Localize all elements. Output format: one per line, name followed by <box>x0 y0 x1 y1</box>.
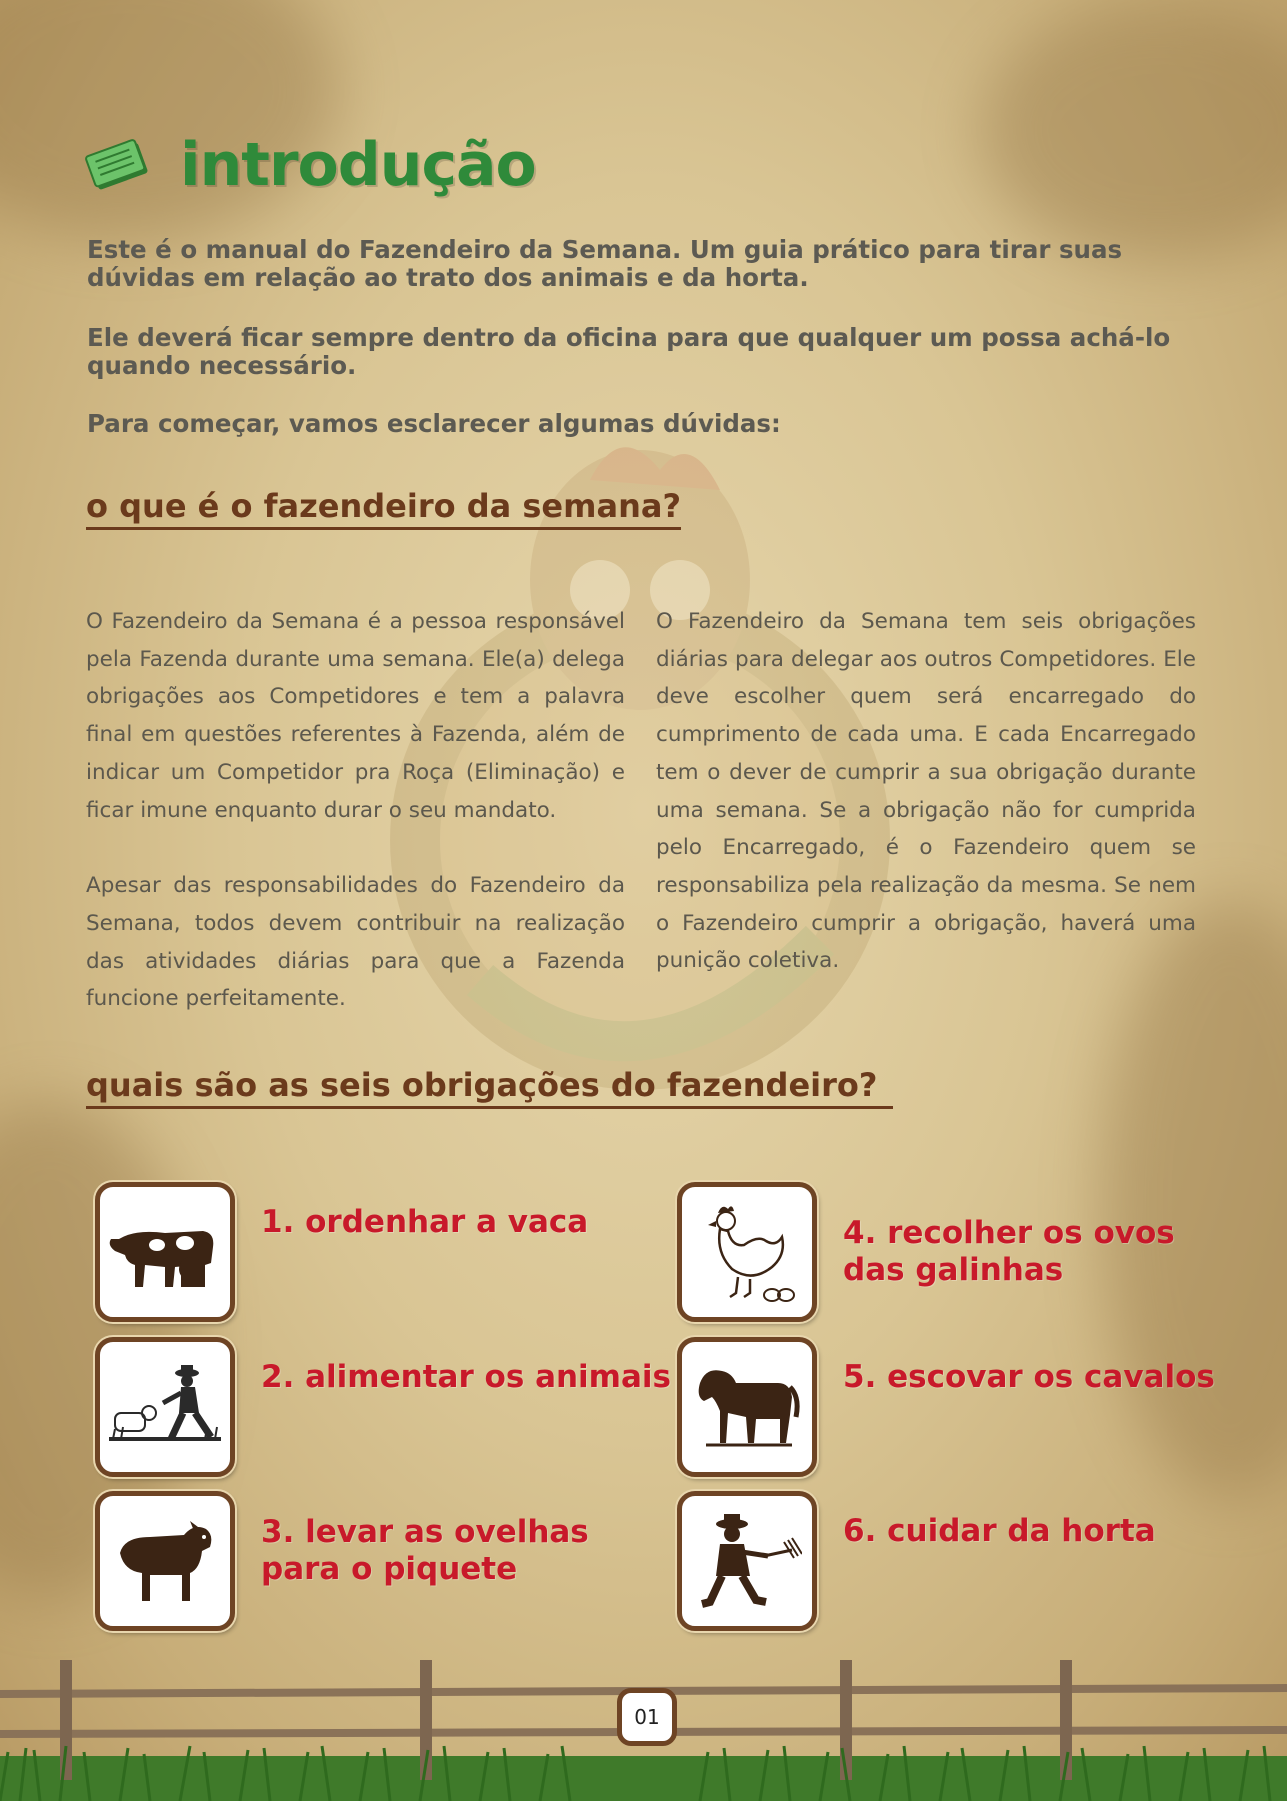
duty-icon-frame <box>95 1182 235 1322</box>
duty-icon-frame <box>677 1337 817 1477</box>
right-paragraph-1: O Fazendeiro da Semana tem seis obrigações diárias para delegar aos outros Competidores. Ele deve escolher quem será encarregado do cumprimento de cada uma. E cada Encarregado tem o dever de cumprir a sua obrigação durante uma semana. Se a obrigação não for cumprida pelo Encarregado, é o Fazendeiro quem se responsabiliza pela realização da mesma. Se nem o Fazendeiro cumprir a obrigação, haverá uma punição coletiva. <box>656 609 1196 974</box>
intro-paragraph-2: Ele deverá ficar sempre dentro da oficina para que qualquer um possa achá-lo quando necessário. <box>87 323 1171 380</box>
duty-icon-frame <box>95 1491 235 1631</box>
duty-icon-frame <box>95 1337 235 1477</box>
page-title: introdução <box>180 130 536 200</box>
duty-item <box>677 1491 1156 1631</box>
gardener-icon <box>692 1506 802 1616</box>
left-paragraph-1: O Fazendeiro da Semana é a pessoa responsável pela Fazenda durante uma semana. Ele(a) delega obrigações aos Competidores e tem a palavra final em questões referentes à Fazenda, além de indicar um Competidor pra Roça (Eliminação) e ficar imune enquanto durar o seu mandato. <box>86 609 625 823</box>
duty-item <box>677 1337 1215 1477</box>
intro-paragraph-1: Este é o manual do Fazendeiro da Semana. Um guia prático para tirar suas dúvidas em relação ao trato dos animais e da horta. <box>87 235 1123 292</box>
paper-stain <box>0 0 340 240</box>
section-heading-duties: quais são as seis obrigações do fazendeiro? <box>86 1066 893 1109</box>
duty-icon-frame <box>677 1182 817 1322</box>
duty-label <box>261 1514 589 1588</box>
duty-line: 3. levar as ovelhas <box>261 1514 589 1550</box>
intro-paragraph-3: Para começar, vamos esclarecer algumas dúvidas: <box>87 409 781 438</box>
duty-label <box>843 1513 1156 1550</box>
duty-item <box>95 1491 589 1631</box>
duty-item <box>677 1182 1175 1322</box>
right-column <box>656 603 1196 1018</box>
duty-label <box>261 1204 588 1241</box>
farmer-feeding-icon <box>105 1357 225 1457</box>
duty-line: 2. alimentar os animais <box>261 1358 671 1395</box>
duty-line: 1. ordenhar a vaca <box>261 1203 589 1240</box>
duty-line: 5. escovar os cavalos <box>843 1358 1215 1395</box>
left-column <box>86 603 625 1056</box>
duty-line: das galinhas <box>843 1252 1064 1288</box>
sheep-icon <box>110 1511 220 1611</box>
duty-label <box>261 1359 671 1396</box>
duty-item <box>95 1337 671 1477</box>
title-row <box>84 130 536 200</box>
page-number: 01 <box>617 1688 677 1746</box>
duty-item <box>95 1182 588 1322</box>
horse-icon <box>692 1357 802 1457</box>
notebook-icon <box>84 136 154 194</box>
duty-line: 6. cuidar da horta <box>843 1512 1156 1549</box>
duty-line: 4. recolher os ovos <box>843 1215 1175 1251</box>
duty-label <box>843 1215 1175 1289</box>
hen-icon <box>692 1197 802 1307</box>
left-paragraph-2: Apesar das responsabilidades do Fazendeiro da Semana, todos devem contribuir na realização das atividades diárias para que a Fazenda funcione perfeitamente. <box>86 873 625 1012</box>
section-heading-what-is: o que é o fazendeiro da semana? <box>86 487 681 530</box>
duty-label <box>843 1359 1215 1396</box>
duty-icon-frame <box>677 1491 817 1631</box>
duty-line: para o piquete <box>261 1551 518 1587</box>
cow-icon <box>105 1207 225 1297</box>
paper-stain <box>980 0 1287 260</box>
